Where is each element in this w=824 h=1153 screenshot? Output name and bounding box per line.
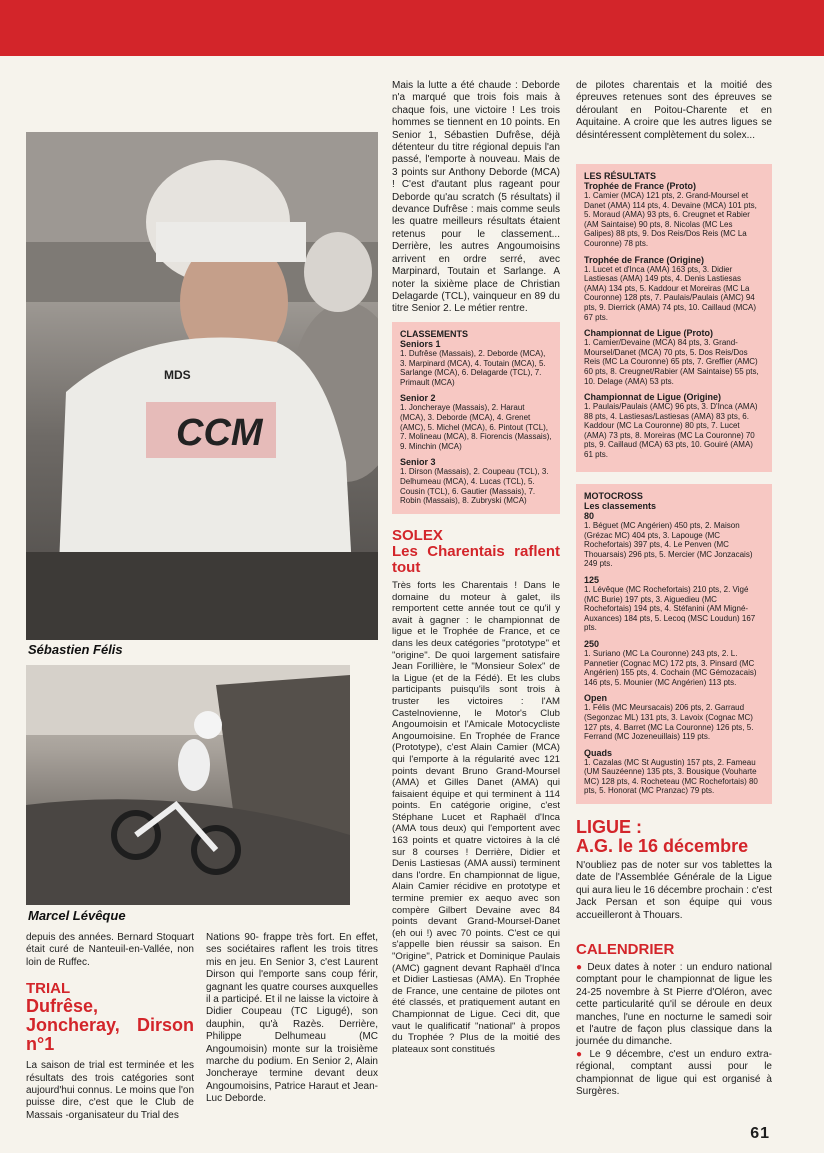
jersey-logo: CCM [176,412,263,454]
calendrier-item-1 [576,962,772,1049]
resultats-heading-2: Trophée de France (Origine) [584,254,705,265]
column-2-bottom [206,932,378,1106]
bullet-icon: ● [576,1048,590,1060]
ligue-body: N'oubliez pas de noter sur vos tablettes la date de l'Assemblée Générale de la Ligue qui aura lieu le 16 décembre prochain : c'est Jack Persan et son équipe qui vous accueilleront à Thouars. [576,860,772,921]
solex-kicker: SOLEX [392,527,443,544]
col4-text: de pilotes charentais et la moitié des épreuves retenues sont des épreuves se déroulant en Poitou-Charente et en Aquitaine. A croire que les autres ligues se désintéressent complètement du solex... [576,80,772,141]
classements-text-3: 1. Dirson (Massais), 2. Coupeau (TCL), 3. Delhumeau (MCA), 4. Lucas (TCL), 5. Cousin (TCL), 6. Gautier (Massais), 7. Robin (Massais), 8. Zubryski (MCA) [400,467,549,506]
bullet-icon: ● [576,962,588,973]
trial-body: La saison de trial est terminée et les résultats des trois catégories sont aujourd'hui connus. Le moins que l'on puisse dire, c'est que le Club de Massais -organisateur du Trial des [26,1060,194,1121]
ligue-kicker: LIGUE : [576,817,642,837]
rider-illustration [26,132,378,640]
motocross-heading-250: 250 [584,638,600,649]
motocross-text-open: 1. Félis (MC Meursacais) 206 pts, 2. Garraud (Segonzac ML) 131 pts, 3. Lavoix (Cognac MC) 127 pts, 4. Barret (MC La Couronne) 126 pts, 5. Ferrand (MC Jozeneuillais) 119 pts. [584,703,754,742]
page-number: 61 [750,1125,770,1142]
motocross-text-250: 1. Suriano (MC La Couronne) 243 pts, 2. L. Pannetier (Cognac MC) 172 pts, 3. Pinsard (MC Angérien) 155 pts, 4. Cochain (MC Gémozacais) 146 pts, 5. Mounier (MC Angérien) 113 pts. [584,648,757,687]
resultats-text-3: 1. Camier/Devaine (MCA) 84 pts, 3. Grand-Moursel/Danet (MCA) 70 pts, 5. Dos Reis/Dos Reis (MC La Couronne) 65 pts, 7. Greffier (AMC) 60 pts, 8. Creugnet/Rabier (AM Saintaise) 55 pts, 10. Delage (AMA) 53 pts. [584,338,759,386]
classements-box [392,322,560,514]
classements-heading-2: Senior 2 [400,393,436,404]
motocross-box [576,484,772,804]
calendrier-item-1-text: Deux dates à noter : un enduro national comptant pour le championnat de ligue les 24-25 novembre à St Pierre d'Oléron, avec cette particularité qu'il se déroule en deux manches, l'une en nocturne le samedi soir et l'autre de façon plus classique dans la journée du dimanche. [576,962,772,1048]
resultats-text-4: 1. Paulais/Paulais (AMC) 96 pts, 3. D'Inca (AMA) 88 pts, 4. Lastiesas/Lastiesas (AMA) 83 pts, 6. Kaddour (MC La Couronne) 80 pts, 7. Lucet (AMA) 73 pts, 8. Moreiras (MC La Couronne) 70 pts, 9. Caillaud (MCA) 63 pts, 10. Gouiré (AMA) 61 pts. [584,402,758,460]
photo1-caption: Sébastien Félis [28,642,123,657]
resultats-heading-1: Trophée de France (Proto) [584,181,697,191]
resultats-text-1: 1. Camier (MCA) 121 pts, 2. Grand-Moursel et Danet (AMA) 114 pts, 4. Devaine (MCA) 101 pts, 5. Moraud (AMA) 93 pts, 6. Creugnet et Rabier (AM Saintaise) 90 pts, 8. Nicolas (MC Les Galipes) 88 pts, 9. Dos Reis/Dos Reis (MC La Couronne) 78 pts. [584,191,757,248]
motocross-heading-quads: Quads [584,747,613,758]
photo-rider-portrait [26,132,378,640]
solex-body: Très forts les Charentais ! Dans le domaine du moteur à galet, ils remportent cette année tout ce qu'il y avait à gagner : le championnat de ligue et le Trophée de France, et ce dans les deux catégories "prototype" et "origine". De quoi largement satisfaire Jean Forillière, le "Monsieur Solex" de la Ligue (et de la Fédé). Et les clubs participants puisqu'ils sont trois à truster les victoires : l'AM Castelnovienne, le Motor's Club Angoumoisin et l'Amicale Motocycliste Angoumoisine. En Trophée de France (Prototype), c'est Alain Camier (MCA) qui l'emporte à la régularité avec 121 points devant Bruno Grand-Moursel (AMA) et Gilles Danet (AMA) qui faisaient équipe et qui terminent à 114 points. En catégorie origine, c'est Stéphane Lucet et Raphaël d'Inca (AMA tous deux) qui l'emportent avec 163 points et quatre victoires à la clé sur 8 courses ! Derrière, Didier et Denis Lastiesas (AMA aussi) terminent dans l'ordre. En championnat de ligue, Alain Camier récidive en prototype et termine premier ex aequo avec son compère Gilbert Devaine avec 84 points devant Grand-Moursel-Danet (eh oui !) avec 70 points. C'est ce qui s'appelle bien réussir sa saison. En "Origine", Patrick et Dominique Paulais (AMC) gagnent devant Raphaël d'Inca et Didier Lastiesas (AMA). En Trophée de France, une centaine de pilotes ont été classés, et pratiquement autant en Championnat de Ligue. Ceci dit, que vaut le qualificatif "national" à propos du Trophée ? Plus de la moitié des plateaux sont constitués [392,580,560,1055]
motocross-heading-open: Open [584,693,608,704]
ligue-headline: A.G. le 16 décembre [576,836,749,856]
resultats-heading-4: Championnat de Ligue (Origine) [584,392,721,403]
column-1-bottom [26,932,194,1122]
trial-headline: Dufrêse, Joncheray, Dirson n°1 [26,996,194,1055]
motocross-text-80: 1. Béguet (MC Angérien) 450 pts, 2. Maison (Grézac MC) 404 pts, 3. Lapouge (MC Rochefortais) 397 pts, 4. Le Penven (MC Thouarsais) 296 pts, 5. Mercier (MC Jonzacais) 249 pts. [584,521,753,569]
motocross-heading-125: 125 [584,574,600,585]
resultats-text-2: 1. Lucet et d'Inca (AMA) 163 pts, 3. Didier Lastiesas (AMA) 149 pts, 4. Denis Lastiesas (AMA) 134 pts, 5. Kaddour et Moreiras (MC La Couronne) 128 pts, 7. Paulais/Paulais (AMC) 94 pts, 9. Dierrick (AMA) 74 pts, 10. Caillaud (MCA) 67 pts. [584,264,757,322]
calendrier-item-2-text: Le 9 décembre, c'est un enduro extra-régional, comptant aussi pour le championnat de ligue qui est organisé à Surgères. [576,1048,772,1098]
column-3-top [392,80,560,316]
trial-article [26,981,194,1122]
col3-text: Mais la lutte a été chaude : Deborde n'a marqué que trois fois mais à chaque fois, une victoire ! Les trois hommes se tiennent en 10 points. En Senior 1, Sébastien Dufrêse, déjà détenteur du titre régional depuis l'an passé, l'emporte à nouveau. Mais de 3 points sur Anthony Deborde (MCA) ! C'est d'autant plus rageant pour Deborde qu'au scratch (5 résultats) il devance Dufrêse : mais comme seuls les quatre meilleurs résultats étaient retenus pour le classement... Derrière, les autres Angoumoisins arrivent en ordre serré, avec Marpinard, Toutain et Sarlange. A noter la sixième place de Christian Delagarde (TCL), vainqueur en 89 du titre Senior 2. Le métier rentre. [392,80,560,315]
motocross-subtitle: Les classements [584,501,657,511]
ligue-article [576,818,772,922]
motocross-title: MOTOCROSS [584,491,643,501]
col1-text: depuis des années. Bernard Stoquart était curé de Nanteuil-en-Vallée, non loin de Ruffec. [26,932,194,968]
col2-text: Nations 90- frappe très fort. En effet, ses sociétaires raflent les trois titres mis en jeu. En Senior 3, c'est Laurent Dirson qui l'emporte sans coup férir, gagnant les quatre courses auxquelles il a participé. Et il ne laisse la victoire à Didier Coupeau (TC Ligugé), son dauphin, qu'à Razès. Derrière, Philippe Delhumeau (MC Angoumoisin) monte sur la troisième marche du podium. En Senior 2, Alain Joncheraye termine devant deux Angoumoisins, Patrice Haraut et Jean-Luc Deborde. [206,932,378,1105]
trial-kicker: TRIAL [26,980,71,998]
sponsor-logo: MDS [164,368,191,382]
header-red-band [0,0,824,56]
solex-headline: Les Charentais raflent tout [392,543,560,576]
solex-article [392,528,560,1055]
calendrier-kicker: CALENDRIER [576,941,675,958]
motocross-text-125: 1. Lévêque (MC Rochefortais) 210 pts, 2. Vigé (MC Burie) 197 pts, 3. Aiguedieu (MC Rochefortais) 194 pts, 4. Stéfanini (AM Migné-Auxances) 184 pts, 5. Lecoq (MSC Loudun) 167 pts. [584,584,756,633]
resultats-heading-3: Championnat de Ligue (Proto) [584,328,713,339]
column-4-top [576,80,772,142]
resultats-box [576,164,772,472]
resultats-title: LES RÉSULTATS [584,171,656,181]
classements-heading-1: Seniors 1 [400,339,441,349]
motocross-text-quads: 1. Cazalas (MC St Augustin) 157 pts, 2. Fameau (UM Sauzéenne) 135 pts, 3. Bousique (Vouharte MC) 128 pts, 4. Rocheteau (MC Rochefortais) 80 pts, 5. Honorat (MC Pranzac) 79 pts. [584,757,758,796]
classements-text-1: 1. Dufrêse (Massais), 2. Deborde (MCA), 3. Marpinard (MCA), 4. Toutain (MCA), 5. Sarlange (MCA), 6. Delagarde (TCL), 7. Primault (MCA) [400,349,546,387]
motocross-heading-80: 80 [584,511,595,521]
classements-text-2: 1. Joncheraye (Massais), 2. Haraut (MCA), 3. Deborde (MCA), 4. Grenet (AMC), 5. Michel (MCA), 6. Pintout (TCL), 7. Molineau (MCA), 8. Fiorencis (Massais), 9. Minchin (MCA) [400,403,552,451]
calendrier-article [576,940,772,1098]
motocross-illustration [26,665,350,905]
photo2-caption: Marcel Lévêque [28,908,126,923]
photo-motocross-jump [26,665,350,905]
calendrier-item-2 [576,1049,772,1099]
classements-title: CLASSEMENTS [400,329,469,339]
classements-heading-3: Senior 3 [400,457,436,468]
